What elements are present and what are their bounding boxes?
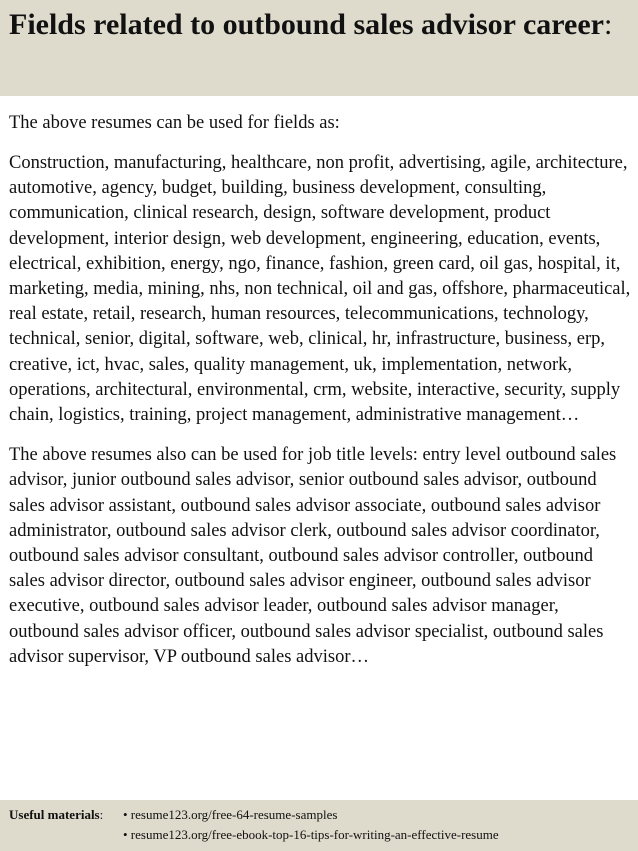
fields-paragraph: Construction, manufacturing, healthcare, non profit, advertising, agile, architecture, automotive, agency, budget, building, business development, consulting, communication, clinical research, design, software development, product development, interior design, web development, engineering, education, events, electrical, exhibition, energy, ngo, finance, fashion, green card, oil gas, hospital, it, marketing, media, mining, nhs, non technical, oil and gas, offshore, pharmaceutical, real estate, retail, research, human resources, telecommunications, technology, technical, senior, digital, software, web, clinical, hr, infrastructure, business, erp, creative, ict, hvac, sales, quality management, uk, implementation, network, operations, architectural, environmental, crm, website, interactive, security, supply chain, logistics, training, project management, administrative management… (9, 153, 631, 426)
page-title-text: Fields related to outbound sales advisor career (9, 8, 604, 41)
slide-header (0, 0, 638, 96)
page-title (9, 4, 626, 45)
footer-label (9, 805, 123, 825)
footer-label-colon: : (99, 807, 104, 822)
main-content (9, 110, 633, 685)
footer-link-resume-samples[interactable]: • resume123.org/free-64-resume-samples (123, 807, 338, 822)
footer-label-text: Useful materials (9, 807, 100, 822)
useful-materials-footer (0, 800, 638, 851)
footer-row-1 (9, 805, 638, 825)
footer-link-ebook-tips[interactable]: • resume123.org/free-ebook-top-16-tips-for-writing-an-effective-resume (123, 827, 499, 842)
page-title-colon: : (604, 8, 613, 41)
footer-row-2 (9, 825, 638, 845)
intro-text: The above resumes can be used for fields as: (9, 113, 340, 133)
job-titles-paragraph: The above resumes also can be used for job title levels: entry level outbound sales advisor, junior outbound sales advisor, senior outbound sales advisor, outbound sales advisor assistant, outbound sales advisor associate, outbound sales advisor administrator, outbound sales advisor clerk, outbound sales advisor coordinator, outbound sales advisor consultant, outbound sales advisor controller, outbound sales advisor director, outbound sales advisor engineer, outbound sales advisor executive, outbound sales advisor leader, outbound sales advisor manager, outbound sales advisor officer, outbound sales advisor specialist, outbound sales advisor supervisor, VP outbound sales advisor… (9, 445, 617, 667)
footer-label-spacer (9, 825, 123, 845)
